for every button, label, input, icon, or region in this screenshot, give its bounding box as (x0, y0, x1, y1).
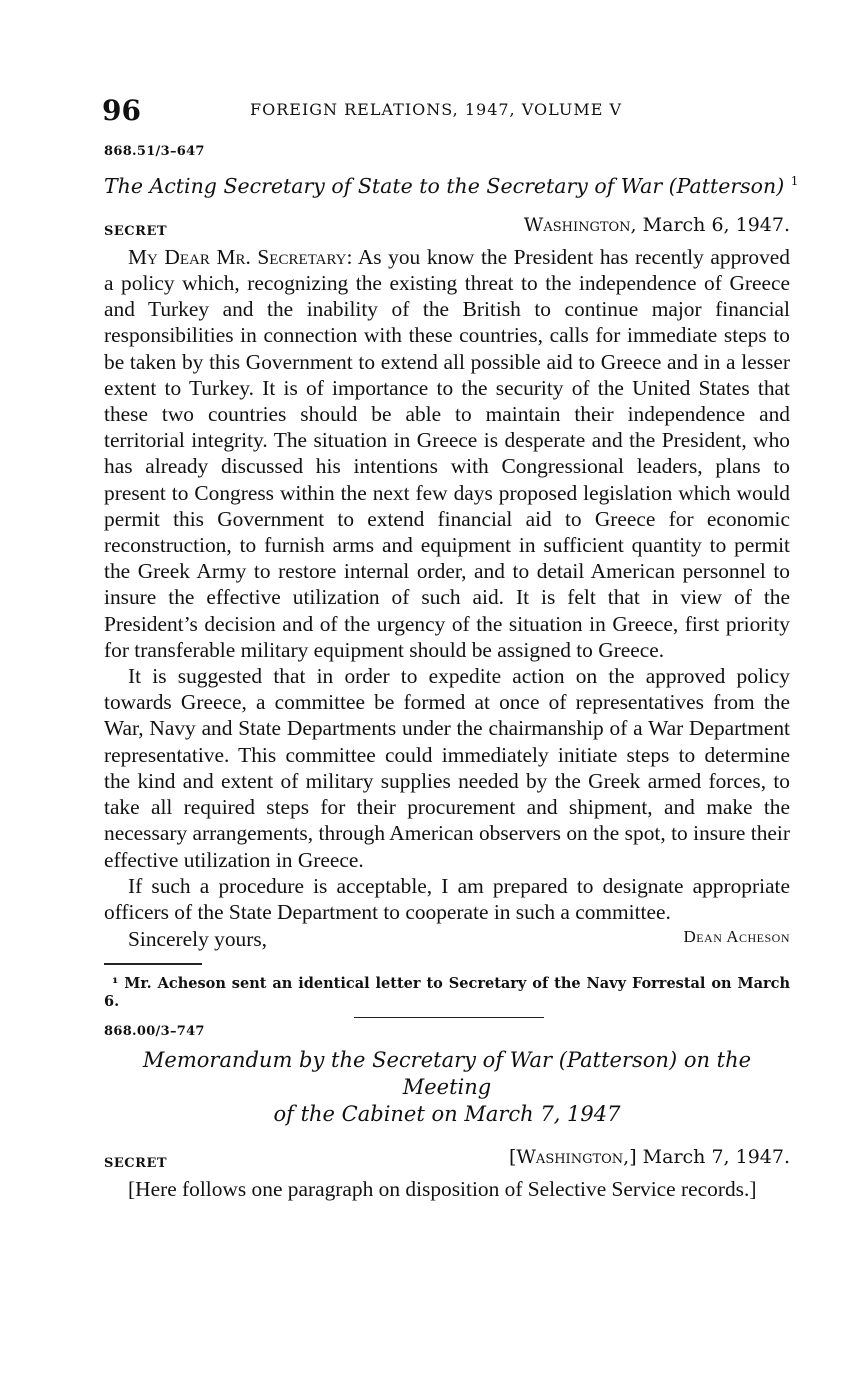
document-title (104, 1047, 790, 1128)
letter-closing (104, 925, 790, 955)
place: Washington, (523, 213, 637, 236)
classification-line (104, 1146, 790, 1176)
date: March 6, 1947. (642, 213, 790, 236)
complimentary-close: Sincerely yours, (128, 927, 268, 952)
place: [Washington,] (508, 1146, 637, 1169)
classification-label: SECRET (104, 223, 168, 239)
editorial-note: [Here follows one paragraph on disposition of Selective Service records.] (128, 1177, 757, 1202)
footnote-rule (104, 963, 202, 965)
document-page (102, 92, 799, 1202)
salutation: My Dear Mr. Secretary: (128, 244, 353, 269)
document-title-line: Memorandum by the Secretary of War (Patterson) on the Meeting (142, 1048, 752, 1100)
document-title (104, 167, 799, 200)
date: March 7, 1947. (642, 1146, 790, 1169)
signature: Dean Acheson (683, 927, 790, 947)
document-title-text: The Acting Secretary of State to the Secretary of War (Patterson) (104, 173, 785, 198)
classification-label: SECRET (104, 1156, 168, 1172)
document-title-line: of the Cabinet on March 7, 1947 (273, 1102, 621, 1127)
dateline (509, 1146, 790, 1168)
dateline (524, 214, 790, 236)
page-number: 96 (102, 94, 141, 127)
footnote-marker: 1 (790, 174, 799, 188)
footnote: ¹ Mr. Acheson sent an identical letter to Secretary of the Navy Forrestal on March 6. (104, 975, 790, 1011)
document-file-number: 868.00/3–747 (104, 1024, 205, 1040)
document-separator (354, 1017, 544, 1018)
document-file-number: 868.51/3–647 (104, 144, 205, 159)
paragraph-text: As you know the President has recently approved a policy which, recognizing the existing threat to the independence of Greece and Turkey and the inability of the British to continue major financial responsibilities in connection with these countries, calls for immediate steps to be taken by this Government to extend all possible aid to Greece and in a lesser extent to Turkey. It is of importance to the security of the United States that these two countries should be able to maintain their independence and territorial integrity. The situation in Greece is desperate and the President, who has already discussed his intentions with Congressional leaders, plans to present to Congress within the next few days proposed legislation which would permit this Government to extend financial aid to Greece for economic reconstruction, to furnish arms and equipment in sufficient quantity to permit the Greek Army to restore internal order, and to detail American personnel to insure the effective utilization of such aid. It is felt that in view of the President’s decision and of the urgency of the situation in Greece, first priority for transferable military equipment should be assigned to Greece. (104, 244, 790, 662)
classification-line (104, 214, 790, 244)
running-title: FOREIGN RELATIONS, 1947, VOLUME V (250, 100, 623, 119)
letter-paragraph: It is suggested that in order to expedite action on the approved policy towards Greece, a committee be formed at once of representatives from the War, Navy and State Departments under the chairmanship of a War Department representative. This committee could immediately initiate steps to determine the kind and extent of military supplies needed by the Greek armed forces, to take all required steps for their procurement and shipment, and make the necessary arrangements, through American observers on the spot, to insure their effective utilization in Greece. (104, 664, 790, 872)
page-header (104, 92, 790, 132)
letter-paragraph: If such a procedure is acceptable, I am prepared to designate appropriate officers of the State Department to cooperate in such a committee. (104, 873, 790, 924)
letter-paragraph (104, 244, 790, 663)
